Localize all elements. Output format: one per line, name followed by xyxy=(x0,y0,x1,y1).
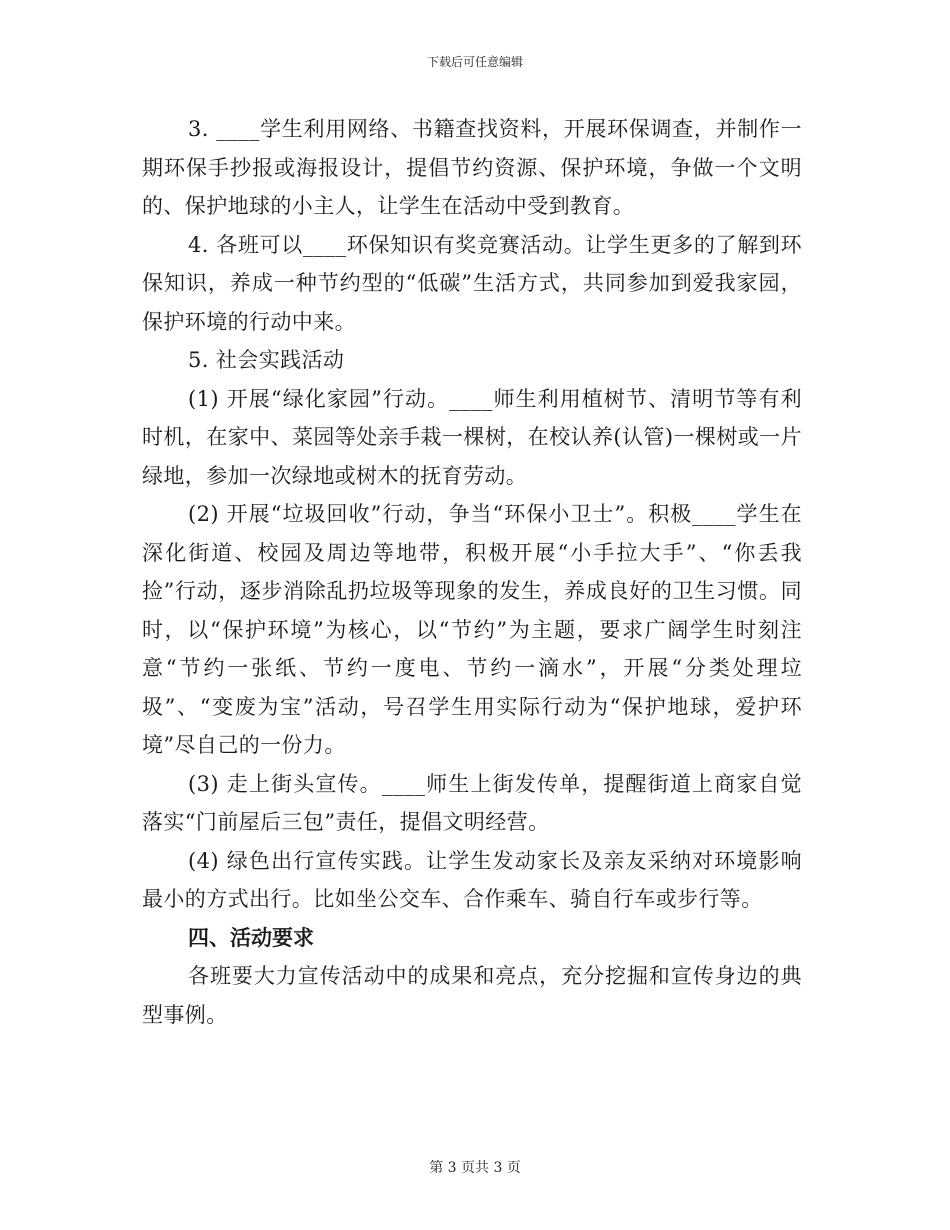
closing-paragraph: 各班要大力宣传活动中的成果和亮点，充分挖掘和宣传身边的典型事例。 xyxy=(142,964,802,1027)
paragraph-item-3: 3. ____学生利用网络、书籍查找资料，开展环保调查，并制作一期环保手抄报或海报设计，提倡节约资源、保护环境，争做一个文明的、保护地球的小主人，让学生在活动中受到教育。 xyxy=(142,117,802,218)
paragraph-subitem-1: (1) 开展“绿化家园”行动。____师生利用植树节、清明节等有利时机，在家中、菜园等处亲手栽一棵树，在校认养(认管)一棵树或一片绿地，参加一次绿地或树木的抚育劳动。 xyxy=(142,386,802,488)
paragraph-subitem-3: (3) 走上街头宣传。____师生上街发传单，提醒街道上商家自觉落实“门前屋后三包”责任，提倡文明经营。 xyxy=(142,771,802,834)
page-header: 下载后可任意编辑 xyxy=(426,55,523,69)
page-footer: 第 3 页共 3 页 xyxy=(429,1160,521,1176)
paragraph-subitem-2: (2) 开展“垃圾回收”行动，争当“环保小卫士”。积极____学生在深化街道、校园及周边等地带，积极开展“小手拉大手”、“你丢我捡”行动，逐步消除乱扔垃圾等现象的发生，养成良好的卫生习惯。同时，以“保护环境”为核心，以“节约”为主题，要求广阔学生时刻注意“节约一张纸、节约一度电、节约一滴水”，开展“分类处理垃圾”、“变废为宝”活动，号召学生用实际行动为“保护地球，爱护环境”尽自己的一份力。 xyxy=(142,502,802,757)
document-body xyxy=(142,110,802,1034)
paragraph-subitem-4: (4) 绿色出行宣传实践。让学生发动家长及亲友采纳对环境影响最小的方式出行。比如坐公交车、合作乘车、骑自行车或步行等。 xyxy=(142,848,802,911)
section-heading: 四、活动要求 xyxy=(188,925,314,950)
paragraph-item-5: 5. 社会实践活动 xyxy=(188,348,345,372)
paragraph-item-4: 4. 各班可以____环保知识有奖竞赛活动。让学生更多的了解到环保知识，养成一种节约型的“低碳”生活方式，共同参加到爱我家园，保护环境的行动中来。 xyxy=(142,232,802,334)
